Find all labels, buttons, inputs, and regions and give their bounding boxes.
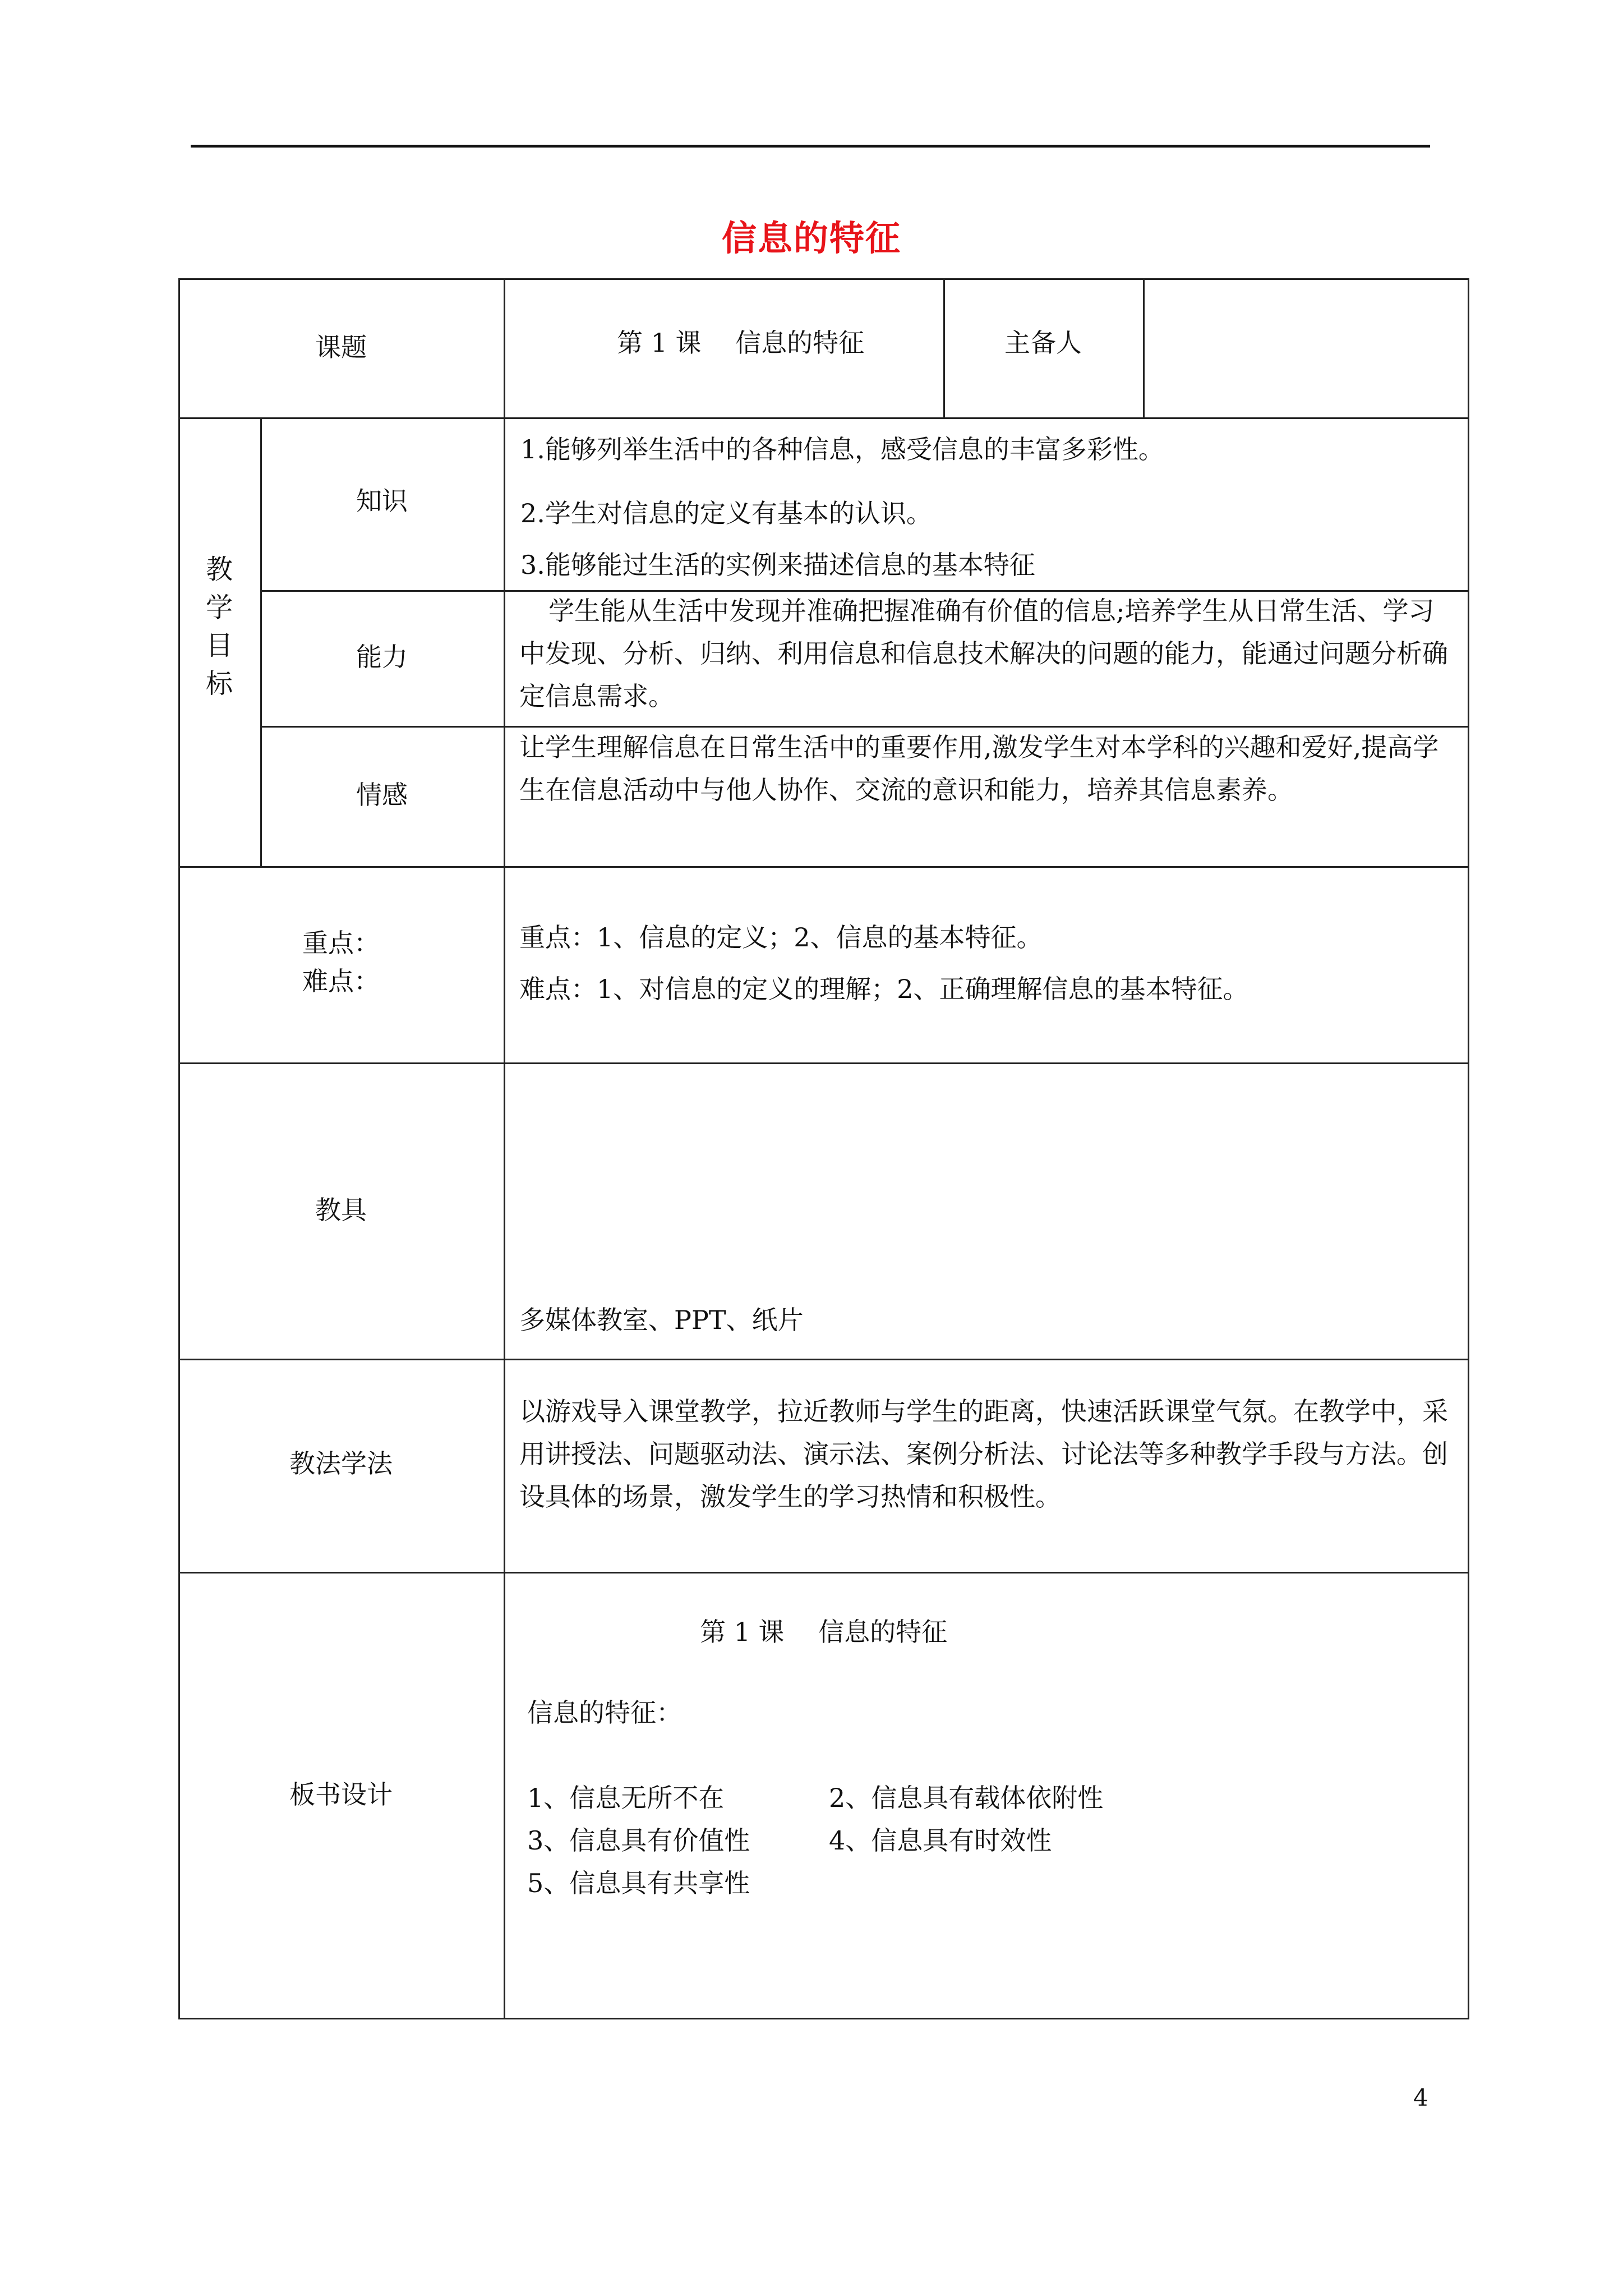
label-tools: 教具 bbox=[315, 1195, 367, 1225]
board-item: 4、信息具有时效性 bbox=[829, 1825, 1052, 1856]
label-preparer: 主备人 bbox=[1004, 328, 1082, 358]
column-divider bbox=[1143, 278, 1145, 417]
table-border-left bbox=[178, 278, 180, 2019]
row-divider bbox=[178, 1572, 1469, 1573]
emotion-text: 让学生理解信息在日常生活中的重要作用,激发学生对本学科的兴趣和爱好,提高学生在信息活动中与他人协作、交流的意识和能力，培养其信息素养。 bbox=[519, 732, 1439, 805]
board-subtitle: 信息的特征： bbox=[527, 1697, 682, 1728]
difficult-points-text: 难点：1、对信息的定义的理解；2、正确理解信息的基本特征。 bbox=[519, 974, 1249, 1004]
tools-text: 多媒体教室、PPT、纸片 bbox=[519, 1305, 804, 1335]
board-item: 3、信息具有价值性 bbox=[527, 1825, 750, 1856]
board-item: 5、信息具有共享性 bbox=[527, 1868, 750, 1898]
table-border-bottom bbox=[178, 2018, 1469, 2019]
topic-value: 第 1 课 信息的特征 bbox=[617, 328, 865, 358]
label-key-points: 重点： bbox=[302, 928, 380, 958]
methods-text: 以游戏导入课堂教学，拉近教师与学生的距离，快速活跃课堂气氛。在教学中，采用讲授法、问题驱动法、演示法、案例分析法、讨论法等多种教学手段与方法。创设具体的场景，激发学生的学习热情和积极性。 bbox=[519, 1396, 1448, 1512]
label-ability: 能力 bbox=[356, 642, 408, 672]
ability-text: 学生能从生活中发现并准确把握准确有价值的信息;培养学生从日常生活、学习中发现、分析、归纳、利用信息和信息技术解决的问题的能力，能通过问题分析确定信息需求。 bbox=[519, 596, 1448, 711]
label-emotion: 情感 bbox=[356, 780, 408, 810]
label-objectives-char: 教 bbox=[205, 554, 233, 585]
column-divider bbox=[504, 278, 505, 2019]
lesson-plan-table bbox=[178, 278, 1469, 2019]
table-border-right bbox=[1468, 278, 1469, 2019]
table-border-top bbox=[178, 278, 1469, 280]
label-objectives-char: 目 bbox=[205, 630, 233, 661]
board-item: 1、信息无所不在 bbox=[527, 1783, 725, 1813]
page-number: 4 bbox=[1413, 2084, 1428, 2111]
board-title: 第 1 课 信息的特征 bbox=[700, 1617, 948, 1647]
knowledge-item: 2.学生对信息的定义有基本的认识。 bbox=[520, 498, 932, 528]
knowledge-item: 3.能够能过生活的实例来描述信息的基本特征 bbox=[520, 550, 1035, 580]
row-divider bbox=[178, 1062, 1469, 1064]
label-objectives bbox=[202, 550, 236, 703]
row-divider bbox=[178, 417, 1469, 419]
label-objectives-char: 标 bbox=[205, 668, 233, 700]
row-divider bbox=[178, 866, 1469, 868]
label-topic: 课题 bbox=[315, 332, 367, 362]
knowledge-item: 1.能够列举生活中的各种信息，感受信息的丰富多彩性。 bbox=[520, 434, 1164, 464]
label-objectives-char: 学 bbox=[205, 592, 233, 623]
label-methods: 教法学法 bbox=[289, 1448, 393, 1479]
document-title: 信息的特征 bbox=[721, 218, 901, 259]
row-divider bbox=[178, 1359, 1469, 1360]
label-knowledge: 知识 bbox=[356, 486, 408, 516]
label-board: 板书设计 bbox=[289, 1779, 393, 1810]
board-item: 2、信息具有载体依附性 bbox=[829, 1783, 1104, 1813]
key-points-text: 重点：1、信息的定义；2、信息的基本特征。 bbox=[519, 922, 1043, 953]
header-rule bbox=[191, 145, 1430, 148]
label-difficult-points: 难点： bbox=[302, 966, 380, 996]
